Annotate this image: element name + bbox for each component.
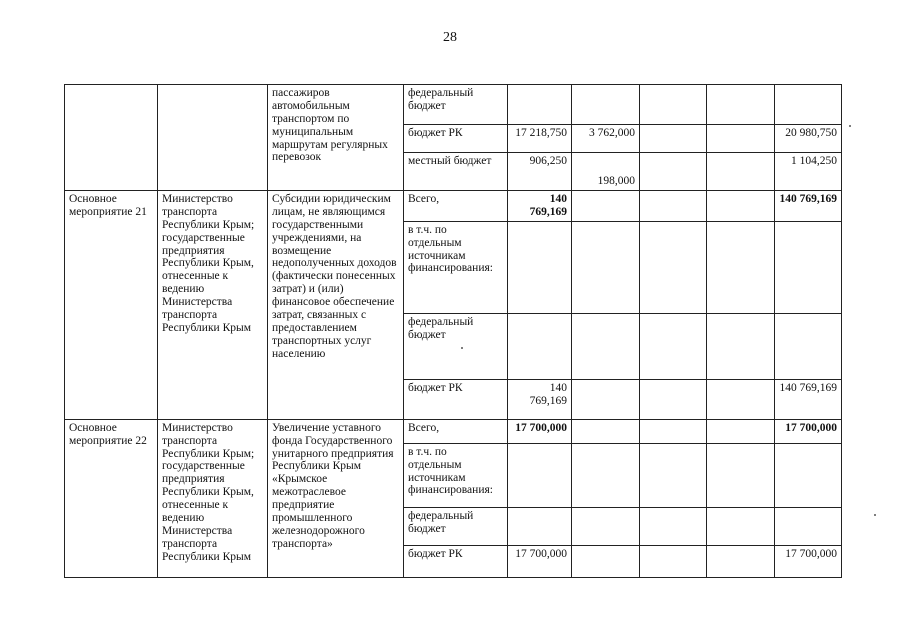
total-sum: 17 700,000 bbox=[775, 419, 842, 443]
source-label: местный бюджет bbox=[404, 153, 508, 191]
executor: Министерство транспорта Республики Крым; государственные предприятия Республики Крым, отнесенные к ведению Министерства транспорта Республики Крым bbox=[158, 419, 268, 577]
value-cell: 20 980,750 bbox=[775, 125, 842, 153]
total-value: 17 700,000 bbox=[508, 419, 572, 443]
measure-name: Основное мероприятие 22 bbox=[65, 419, 158, 577]
executor: Министерство транспорта Республики Крым; государственные предприятия Республики Крым, отнесенные к ведению Министерства транспорта Республики Крым bbox=[158, 191, 268, 420]
value-cell: 17 700,000 bbox=[775, 545, 842, 577]
value-cell: 140 769,169 bbox=[508, 379, 572, 419]
value-cell: 198,000 bbox=[572, 153, 640, 191]
source-label: бюджет РК bbox=[404, 545, 508, 577]
total-label: Всего, bbox=[404, 191, 508, 222]
value-cell: 17 700,000 bbox=[508, 545, 572, 577]
financing-table bbox=[64, 84, 842, 578]
measure-name: Основное мероприятие 21 bbox=[65, 191, 158, 420]
scan-speck bbox=[849, 125, 851, 127]
table-row bbox=[65, 85, 842, 125]
measure-description: Увеличение уставного фонда Государственного унитарного предприятия Республики Крым «Крымское межотраслевое предприятие промышленного железнодорожного транспорта» bbox=[268, 419, 404, 577]
table-row bbox=[65, 419, 842, 443]
value-cell: 906,250 bbox=[508, 153, 572, 191]
value-cell: 140 769,169 bbox=[775, 379, 842, 419]
value-cell: 17 218,750 bbox=[508, 125, 572, 153]
source-label: бюджет РК bbox=[404, 379, 508, 419]
measure-description: пассажиров автомобильным транспортом по муниципальным маршрутам регулярных перевозок bbox=[268, 85, 404, 191]
scan-speck bbox=[874, 514, 876, 516]
total-label: Всего, bbox=[404, 419, 508, 443]
total-sum: 140 769,169 bbox=[775, 191, 842, 222]
measure-name-cell bbox=[65, 85, 158, 191]
source-label: федеральный бюджет bbox=[404, 85, 508, 125]
executor-cell bbox=[158, 85, 268, 191]
scan-speck bbox=[461, 347, 463, 349]
source-label: федеральный бюджет bbox=[404, 507, 508, 545]
table-row bbox=[65, 191, 842, 222]
measure-description: Субсидии юридическим лицам, не являющимся государственными учреждениями, на возмещение недополученных доходов (фактически понесенных затрат) и (или) финансовое обеспечение затрат, связанных с предоставлением транспортных услуг населению bbox=[268, 191, 404, 420]
source-label: бюджет РК bbox=[404, 125, 508, 153]
source-label: в т.ч. по отдельным источникам финансирования: bbox=[404, 443, 508, 507]
total-value: 140 769,169 bbox=[508, 191, 572, 222]
source-label: в т.ч. по отдельным источникам финансирования: bbox=[404, 221, 508, 313]
source-label: федеральный бюджет bbox=[404, 313, 508, 379]
value-cell: 1 104,250 bbox=[775, 153, 842, 191]
value-cell: 3 762,000 bbox=[572, 125, 640, 153]
page-number: 28 bbox=[443, 30, 457, 45]
